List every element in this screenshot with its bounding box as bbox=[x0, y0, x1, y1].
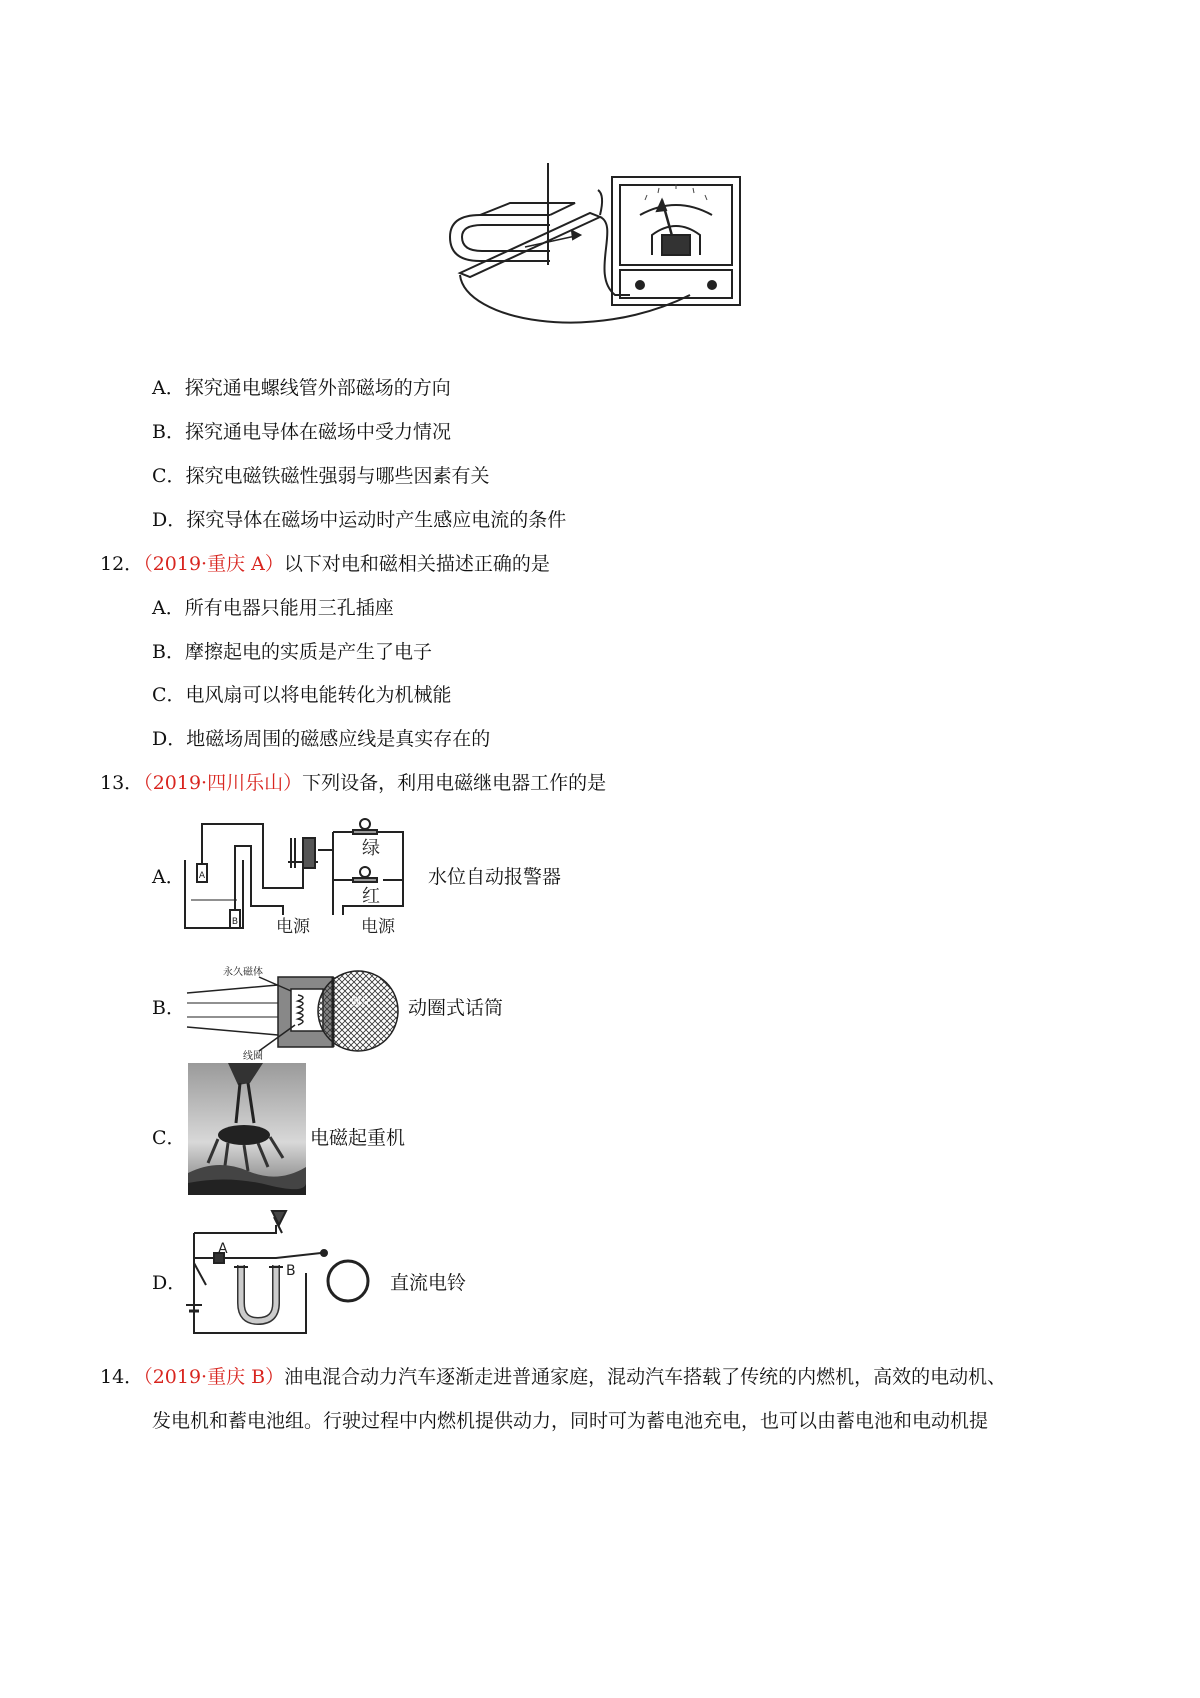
q12-option-a: A．所有电器只能用三孔插座 bbox=[152, 597, 394, 619]
q13-option-c-letter: C． bbox=[152, 1127, 186, 1149]
q13-option-c-caption: 电磁起重机 bbox=[310, 1127, 406, 1149]
q13-option-b-caption: 动圈式话筒 bbox=[408, 997, 504, 1019]
label-red: 红 bbox=[362, 886, 380, 907]
galvanometer-experiment-figure bbox=[440, 155, 780, 350]
question-source: （2019·四川乐山） bbox=[143, 772, 303, 794]
question-source: （2019·重庆 B） bbox=[143, 1366, 285, 1388]
q11-option-d: D．探究导体在磁场中运动时产生感应电流的条件 bbox=[152, 509, 567, 531]
q14-stem-line-2: 发电机和蓄电池组。行驶过程中内燃机提供动力，同时可为蓄电池充电，也可以由蓄电池和电动机提 bbox=[152, 1410, 989, 1432]
q13-option-a-letter: A． bbox=[152, 866, 185, 888]
label-b: B bbox=[286, 1263, 296, 1279]
label-b: B bbox=[231, 917, 239, 927]
question-text: 以下对电和磁相关描述正确的是 bbox=[283, 553, 550, 575]
q12-stem bbox=[100, 549, 550, 576]
q12-option-b: B．摩擦起电的实质是产生了电子 bbox=[152, 641, 432, 663]
dc-electric-bell-figure bbox=[186, 1203, 386, 1343]
q12-option-c: C．电风扇可以将电能转化为机械能 bbox=[152, 684, 452, 706]
question-number: 13． bbox=[100, 772, 144, 794]
label-power-1: 电源 bbox=[276, 917, 310, 935]
q13-option-d-caption: 直流电铃 bbox=[390, 1272, 467, 1294]
q12-option-d: D．地磁场周围的磁感应线是真实存在的 bbox=[152, 728, 491, 750]
question-text: 油电混合动力汽车逐渐走进普通家庭，混动汽车搭载了传统的内燃机，高效的电动机、 bbox=[284, 1366, 1007, 1388]
question-text: 下列设备，利用电磁继电器工作的是 bbox=[302, 772, 607, 794]
label-power-2: 电源 bbox=[361, 917, 395, 935]
question-source: （2019·重庆 A） bbox=[143, 553, 284, 575]
label-magnet: 永久磁体 bbox=[223, 967, 263, 978]
q11-option-b: B．探究通电导体在磁场中受力情况 bbox=[152, 421, 451, 443]
question-number: 14． bbox=[100, 1366, 144, 1388]
label-coil: 线圈 bbox=[243, 1051, 263, 1062]
electromagnetic-crane-photo bbox=[188, 1063, 306, 1195]
q13-stem bbox=[100, 768, 606, 795]
label-diaphragm: 膜片 bbox=[351, 997, 371, 1008]
label-green: 绿 bbox=[362, 838, 380, 859]
q13-option-d-letter: D． bbox=[152, 1272, 187, 1294]
label-a: A bbox=[198, 871, 206, 881]
q11-option-c: C．探究电磁铁磁性强弱与哪些因素有关 bbox=[152, 465, 490, 487]
question-number: 12． bbox=[100, 553, 144, 575]
q14-stem-line-1 bbox=[100, 1362, 1006, 1389]
q13-option-b-letter: B． bbox=[152, 997, 185, 1019]
label-a: A bbox=[218, 1241, 228, 1257]
dynamic-microphone-figure bbox=[183, 955, 413, 1065]
q11-option-a: A．探究通电螺线管外部磁场的方向 bbox=[152, 377, 451, 399]
q13-option-a-caption: 水位自动报警器 bbox=[428, 866, 562, 888]
water-level-alarm-figure bbox=[183, 810, 423, 935]
